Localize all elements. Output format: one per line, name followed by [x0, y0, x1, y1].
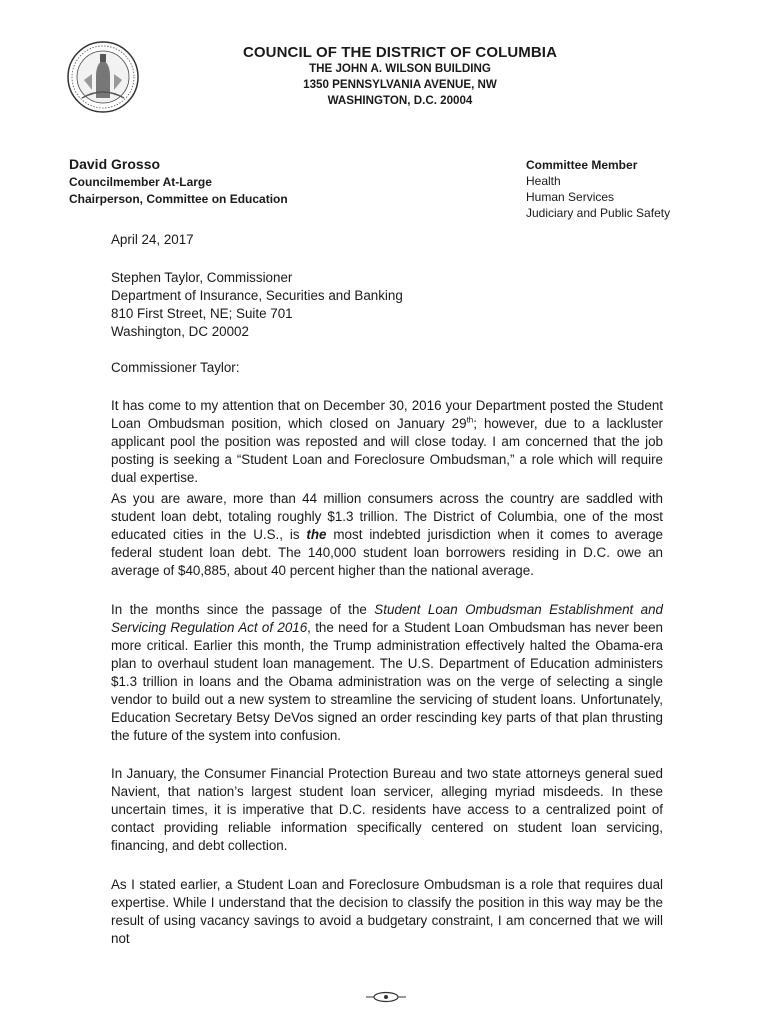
- salutation: Commissioner Taylor:: [111, 360, 240, 375]
- sender-block: [69, 156, 288, 208]
- committee-item: Health: [526, 174, 561, 188]
- committee-item: Judiciary and Public Safety: [526, 206, 671, 220]
- paragraph-2: As you are aware, more than 44 million consumers across the country are saddled with student loan debt, totaling roughly $1.3 trillion. The District of Columbia, one of the most educated cities in the U.S., is the most indebted jurisdiction when it comes to average federal student loan debt. The 140,000 student loan borrowers residing in D.C. owe an average of $40,885, about 40 percent higher than the national average.: [111, 491, 663, 578]
- paragraph-5: As I stated earlier, a Student Loan and Foreclosure Ombudsman is a role that requires dual expertise. While I understand that the decision to classify the position in this way may be the result of using vacancy savings to avoid a budgetary constraint, I am concerned that we will not: [111, 877, 663, 946]
- recipient-line: Washington, DC 20002: [111, 324, 249, 339]
- committee-heading: Committee Member: [526, 158, 638, 172]
- paragraph-3: In the months since the passage of the Student Loan Ombudsman Establishment and Servicing Regulation Act of 2016, the need for a Student Loan Ombudsman has never been more critical. Earlier this month, the Trump administration effectively halted the Obama-era plan to overhaul student loan management. The U.S. Department of Education administers $1.3 trillion in loans and the Obama administration was on the verge of selecting a single vendor to build out a new system to streamline the servicing of student loans. Unfortunately, Education Secretary Betsy DeVos signed an order rescinding key parts of that plan thrusting the future of the system into confusion.: [111, 602, 664, 743]
- city-line: WASHINGTON, D.C. 20004: [327, 94, 473, 107]
- recipient-line: Department of Insurance, Securities and Banking: [111, 288, 403, 303]
- committee-block: [526, 157, 670, 221]
- letter-date: April 24, 2017: [111, 232, 194, 247]
- sender-name: David Grosso: [69, 156, 161, 172]
- sender-title: Councilmember At-Large: [69, 175, 212, 189]
- dc-council-seal-icon: [66, 40, 140, 114]
- paragraph-4: In January, the Consumer Financial Protection Bureau and two state attorneys general sued Navient, that nation’s largest student loan servicer, alleging myriad misdeeds. In these uncertain times, it is imperative that D.C. residents have access to a centralized point of contact providing reliable information specifically centered on student loan servicing, financing, and debt collection.: [111, 766, 663, 853]
- sender-chair-title: Chairperson, Committee on Education: [69, 192, 288, 206]
- recipient-address: [111, 269, 403, 341]
- letterhead: [190, 44, 610, 109]
- recipient-line: Stephen Taylor, Commissioner: [111, 270, 293, 285]
- recipient-line: 810 First Street, NE; Suite 701: [111, 306, 293, 321]
- committee-item: Human Services: [526, 190, 615, 204]
- paragraph-1: It has come to my attention that on December 30, 2016 your Department posted the Student Loan Ombudsman position, which closed on January 29th; however, due to a lackluster applicant pool the position was reposted and will close today. I am concerned that the job posting is seeking a “Student Loan and Foreclosure Ombudsman,” a role which will require dual expertise.: [111, 398, 663, 485]
- ornament-icon: [364, 990, 408, 1004]
- street-address: 1350 PENNSYLVANIA AVENUE, NW: [303, 78, 497, 91]
- building-name: THE JOHN A. WILSON BUILDING: [309, 62, 491, 75]
- council-name: COUNCIL OF THE DISTRICT OF COLUMBIA: [242, 44, 558, 61]
